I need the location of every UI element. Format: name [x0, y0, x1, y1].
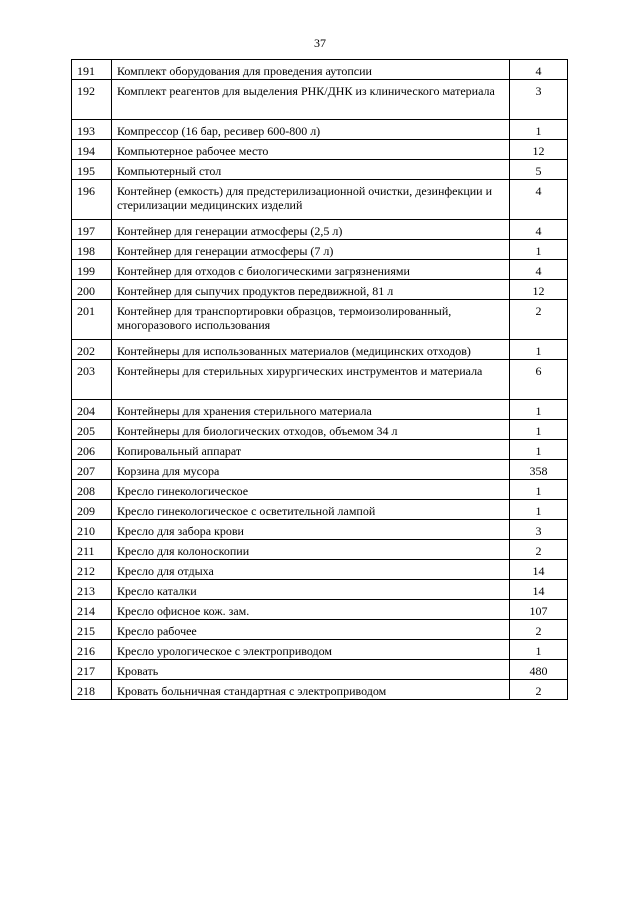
- item-quantity: 2: [510, 540, 568, 560]
- row-number: 207: [72, 460, 112, 480]
- table-row: [72, 540, 568, 560]
- row-number: 210: [72, 520, 112, 540]
- table-body: [72, 60, 568, 700]
- table-row: [72, 680, 568, 700]
- item-name: Контейнеры для хранения стерильного материала: [112, 400, 510, 420]
- item-quantity: 1: [510, 240, 568, 260]
- item-quantity: 1: [510, 480, 568, 500]
- item-quantity: 4: [510, 260, 568, 280]
- item-quantity: 358: [510, 460, 568, 480]
- table-row: [72, 60, 568, 80]
- item-quantity: 14: [510, 580, 568, 600]
- item-name: Комплект реагентов для выделения РНК/ДНК из клинического материала: [112, 80, 510, 120]
- row-number: 199: [72, 260, 112, 280]
- page-number: 37: [314, 36, 326, 50]
- row-number: 203: [72, 360, 112, 400]
- table-row: [72, 220, 568, 240]
- table-row: [72, 440, 568, 460]
- item-name: Контейнер (емкость) для предстерилизационной очистки, дезинфекции и стерилизации медицинских изделий: [112, 180, 510, 220]
- item-name: Копировальный аппарат: [112, 440, 510, 460]
- item-quantity: 12: [510, 280, 568, 300]
- table-row: [72, 520, 568, 540]
- item-quantity: 5: [510, 160, 568, 180]
- table-row: [72, 420, 568, 440]
- row-number: 212: [72, 560, 112, 580]
- item-quantity: 2: [510, 300, 568, 340]
- item-quantity: 1: [510, 120, 568, 140]
- item-name: Кресло для колоноскопии: [112, 540, 510, 560]
- item-name: Кровать больничная стандартная с электроприводом: [112, 680, 510, 700]
- table-row: [72, 480, 568, 500]
- table-row: [72, 180, 568, 220]
- item-name: Компьютерный стол: [112, 160, 510, 180]
- row-number: 194: [72, 140, 112, 160]
- table-row: [72, 340, 568, 360]
- row-number: 213: [72, 580, 112, 600]
- row-number: 196: [72, 180, 112, 220]
- item-quantity: 1: [510, 500, 568, 520]
- item-name: Контейнеры для использованных материалов (медицинских отходов): [112, 340, 510, 360]
- item-name: Контейнер для сыпучих продуктов передвижной, 81 л: [112, 280, 510, 300]
- row-number: 198: [72, 240, 112, 260]
- item-name: Кресло каталки: [112, 580, 510, 600]
- item-name: Компрессор (16 бар, ресивер 600-800 л): [112, 120, 510, 140]
- item-quantity: 3: [510, 520, 568, 540]
- item-quantity: 3: [510, 80, 568, 120]
- table-row: [72, 360, 568, 400]
- table-row: [72, 400, 568, 420]
- item-quantity: 480: [510, 660, 568, 680]
- row-number: 218: [72, 680, 112, 700]
- item-quantity: 1: [510, 640, 568, 660]
- row-number: 197: [72, 220, 112, 240]
- table-row: [72, 600, 568, 620]
- row-number: 192: [72, 80, 112, 120]
- item-quantity: 2: [510, 620, 568, 640]
- table-row: [72, 640, 568, 660]
- item-quantity: 14: [510, 560, 568, 580]
- row-number: 193: [72, 120, 112, 140]
- row-number: 195: [72, 160, 112, 180]
- item-quantity: 1: [510, 440, 568, 460]
- row-number: 217: [72, 660, 112, 680]
- item-quantity: 4: [510, 60, 568, 80]
- row-number: 191: [72, 60, 112, 80]
- row-number: 215: [72, 620, 112, 640]
- item-name: Контейнер для транспортировки образцов, термоизолированный, многоразового использования: [112, 300, 510, 340]
- table-row: [72, 80, 568, 120]
- equipment-table: [71, 59, 568, 700]
- table-row: [72, 460, 568, 480]
- table-row: [72, 560, 568, 580]
- item-name: Кресло гинекологическое с осветительной лампой: [112, 500, 510, 520]
- item-name: Контейнер для генерации атмосферы (2,5 л): [112, 220, 510, 240]
- item-quantity: 6: [510, 360, 568, 400]
- item-quantity: 2: [510, 680, 568, 700]
- item-quantity: 4: [510, 220, 568, 240]
- item-name: Контейнер для генерации атмосферы (7 л): [112, 240, 510, 260]
- item-name: Кресло офисное кож. зам.: [112, 600, 510, 620]
- item-name: Контейнер для отходов с биологическими загрязнениями: [112, 260, 510, 280]
- table-row: [72, 240, 568, 260]
- table-row: [72, 120, 568, 140]
- item-name: Кресло гинекологическое: [112, 480, 510, 500]
- table-row: [72, 140, 568, 160]
- item-name: Корзина для мусора: [112, 460, 510, 480]
- table-row: [72, 660, 568, 680]
- item-name: Кресло урологическое с электроприводом: [112, 640, 510, 660]
- table-row: [72, 500, 568, 520]
- row-number: 214: [72, 600, 112, 620]
- item-name: Контейнеры для стерильных хирургических инструментов и материала: [112, 360, 510, 400]
- item-name: Компьютерное рабочее место: [112, 140, 510, 160]
- row-number: 205: [72, 420, 112, 440]
- row-number: 211: [72, 540, 112, 560]
- table-row: [72, 300, 568, 340]
- item-quantity: 1: [510, 420, 568, 440]
- row-number: 209: [72, 500, 112, 520]
- item-name: Комплект оборудования для проведения аутопсии: [112, 60, 510, 80]
- item-quantity: 107: [510, 600, 568, 620]
- table-row: [72, 160, 568, 180]
- row-number: 200: [72, 280, 112, 300]
- item-quantity: 12: [510, 140, 568, 160]
- item-name: Кровать: [112, 660, 510, 680]
- item-quantity: 1: [510, 400, 568, 420]
- table-row: [72, 580, 568, 600]
- item-quantity: 4: [510, 180, 568, 220]
- item-name: Кресло для забора крови: [112, 520, 510, 540]
- table-row: [72, 280, 568, 300]
- item-name: Кресло рабочее: [112, 620, 510, 640]
- item-quantity: 1: [510, 340, 568, 360]
- item-name: Кресло для отдыха: [112, 560, 510, 580]
- table-row: [72, 620, 568, 640]
- row-number: 204: [72, 400, 112, 420]
- row-number: 216: [72, 640, 112, 660]
- item-name: Контейнеры для биологических отходов, объемом 34 л: [112, 420, 510, 440]
- table-row: [72, 260, 568, 280]
- row-number: 202: [72, 340, 112, 360]
- row-number: 206: [72, 440, 112, 460]
- row-number: 208: [72, 480, 112, 500]
- row-number: 201: [72, 300, 112, 340]
